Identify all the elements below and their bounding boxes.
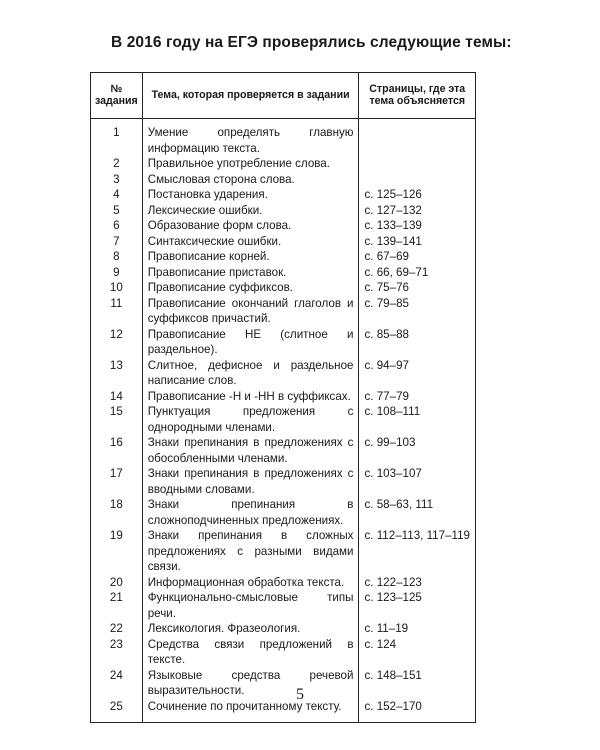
topic-cell: Знаки препинания в предложениях с обособленными членами.: [142, 435, 359, 466]
table-row: [91, 404, 476, 435]
pages-cell: [359, 172, 476, 188]
pages-cell: с. 122–123: [359, 575, 476, 591]
pages-cell: [359, 156, 476, 172]
table-row: [91, 358, 476, 389]
task-number-cell: 16: [91, 435, 143, 466]
table-row: [91, 296, 476, 327]
pages-cell: с. 99–103: [359, 435, 476, 466]
table-row: [91, 497, 476, 528]
pages-cell: с. 133–139: [359, 218, 476, 234]
topic-cell: Средства связи предложений в тексте.: [142, 637, 359, 668]
table-row: [91, 327, 476, 358]
task-number-cell: 12: [91, 327, 143, 358]
task-number-cell: 18: [91, 497, 143, 528]
topic-cell: Лексикология. Фразеология.: [142, 621, 359, 637]
topic-cell: Правописание суффиксов.: [142, 280, 359, 296]
table-row: [91, 187, 476, 203]
topic-cell: Правописание -Н и -НН в суффиксах.: [142, 389, 359, 405]
topic-cell: Знаки препинания в предложениях с вводными словами.: [142, 466, 359, 497]
table-row: [91, 203, 476, 219]
table-row: [91, 156, 476, 172]
topic-cell: Сочинение по прочитанному тексту.: [142, 699, 359, 723]
table-row: [91, 637, 476, 668]
table-row: [91, 249, 476, 265]
pages-cell: с. 124: [359, 637, 476, 668]
task-number-cell: 17: [91, 466, 143, 497]
topic-cell: Знаки препинания в сложных предложениях с разными видами связи.: [142, 528, 359, 575]
task-number-cell: 8: [91, 249, 143, 265]
topic-cell: Постановка ударения.: [142, 187, 359, 203]
table-row: [91, 621, 476, 637]
task-number-cell: 2: [91, 156, 143, 172]
pages-cell: с. 79–85: [359, 296, 476, 327]
pages-cell: с. 85–88: [359, 327, 476, 358]
pages-cell: с. 139–141: [359, 234, 476, 250]
topics-table: [90, 72, 476, 723]
task-number-cell: 19: [91, 528, 143, 575]
table-row: [91, 466, 476, 497]
topic-cell: Языковые средства речевой выразительности.: [142, 668, 359, 699]
table-row: [91, 172, 476, 188]
pages-cell: с. 125–126: [359, 187, 476, 203]
topic-cell: Функционально-смысловые типы речи.: [142, 590, 359, 621]
task-number-cell: 22: [91, 621, 143, 637]
topic-cell: Пунктуация предложения с однородными членами.: [142, 404, 359, 435]
topic-cell: Правильное употребление слова.: [142, 156, 359, 172]
topic-cell: Синтаксические ошибки.: [142, 234, 359, 250]
task-number-cell: 23: [91, 637, 143, 668]
table-row: [91, 280, 476, 296]
page-heading: В 2016 году на ЕГЭ проверялись следующие темы:: [111, 34, 512, 51]
task-number-cell: 10: [91, 280, 143, 296]
pages-cell: с. 152–170: [359, 699, 476, 723]
topic-cell: Умение определять главную информацию текста.: [142, 119, 359, 157]
task-number-cell: 6: [91, 218, 143, 234]
pages-cell: с. 103–107: [359, 466, 476, 497]
topic-cell: Правописание НЕ (слитное и раздельное).: [142, 327, 359, 358]
table-row: [91, 119, 476, 157]
pages-cell: с. 108–111: [359, 404, 476, 435]
table-row: [91, 234, 476, 250]
topic-cell: Знаки препинания в сложноподчиненных предложениях.: [142, 497, 359, 528]
pages-cell: с. 123–125: [359, 590, 476, 621]
topic-cell: Образование форм слова.: [142, 218, 359, 234]
pages-cell: с. 66, 69–71: [359, 265, 476, 281]
table-row: [91, 389, 476, 405]
task-number-cell: 3: [91, 172, 143, 188]
header-task-number: № задания: [91, 73, 143, 119]
task-number-cell: 9: [91, 265, 143, 281]
pages-cell: с. 94–97: [359, 358, 476, 389]
table-row: [91, 265, 476, 281]
task-number-cell: 21: [91, 590, 143, 621]
pages-cell: [359, 119, 476, 157]
topic-cell: Правописание корней.: [142, 249, 359, 265]
task-number-cell: 15: [91, 404, 143, 435]
task-number-cell: 5: [91, 203, 143, 219]
topic-cell: Слитное, дефисное и раздельное написание слов.: [142, 358, 359, 389]
topic-cell: Информационная обработка текста.: [142, 575, 359, 591]
task-number-cell: 25: [91, 699, 143, 723]
task-number-cell: 1: [91, 119, 143, 157]
table-row: [91, 218, 476, 234]
task-number-cell: 7: [91, 234, 143, 250]
pages-cell: с. 67–69: [359, 249, 476, 265]
page-number: 5: [296, 686, 304, 703]
topic-cell: Лексические ошибки.: [142, 203, 359, 219]
pages-cell: с. 127–132: [359, 203, 476, 219]
table-row: [91, 435, 476, 466]
pages-cell: с. 77–79: [359, 389, 476, 405]
table-header-row: [91, 73, 476, 119]
topic-cell: Правописание приставок.: [142, 265, 359, 281]
task-number-cell: 20: [91, 575, 143, 591]
pages-cell: с. 148–151: [359, 668, 476, 699]
task-number-cell: 4: [91, 187, 143, 203]
header-topic: Тема, которая проверяется в задании: [142, 73, 359, 119]
header-pages: Страницы, где эта тема объясняется: [359, 73, 476, 119]
table-row: [91, 590, 476, 621]
table-row: [91, 575, 476, 591]
topic-cell: Правописание окончаний глаголов и суффиксов причастий.: [142, 296, 359, 327]
pages-cell: с. 58–63, 111: [359, 497, 476, 528]
pages-cell: с. 75–76: [359, 280, 476, 296]
task-number-cell: 11: [91, 296, 143, 327]
topic-cell: Смысловая сторона слова.: [142, 172, 359, 188]
task-number-cell: 13: [91, 358, 143, 389]
pages-cell: с. 112–113, 117–119: [359, 528, 476, 575]
table-body: [91, 119, 476, 723]
task-number-cell: 24: [91, 668, 143, 699]
table-row: [91, 528, 476, 575]
pages-cell: с. 11–19: [359, 621, 476, 637]
task-number-cell: 14: [91, 389, 143, 405]
